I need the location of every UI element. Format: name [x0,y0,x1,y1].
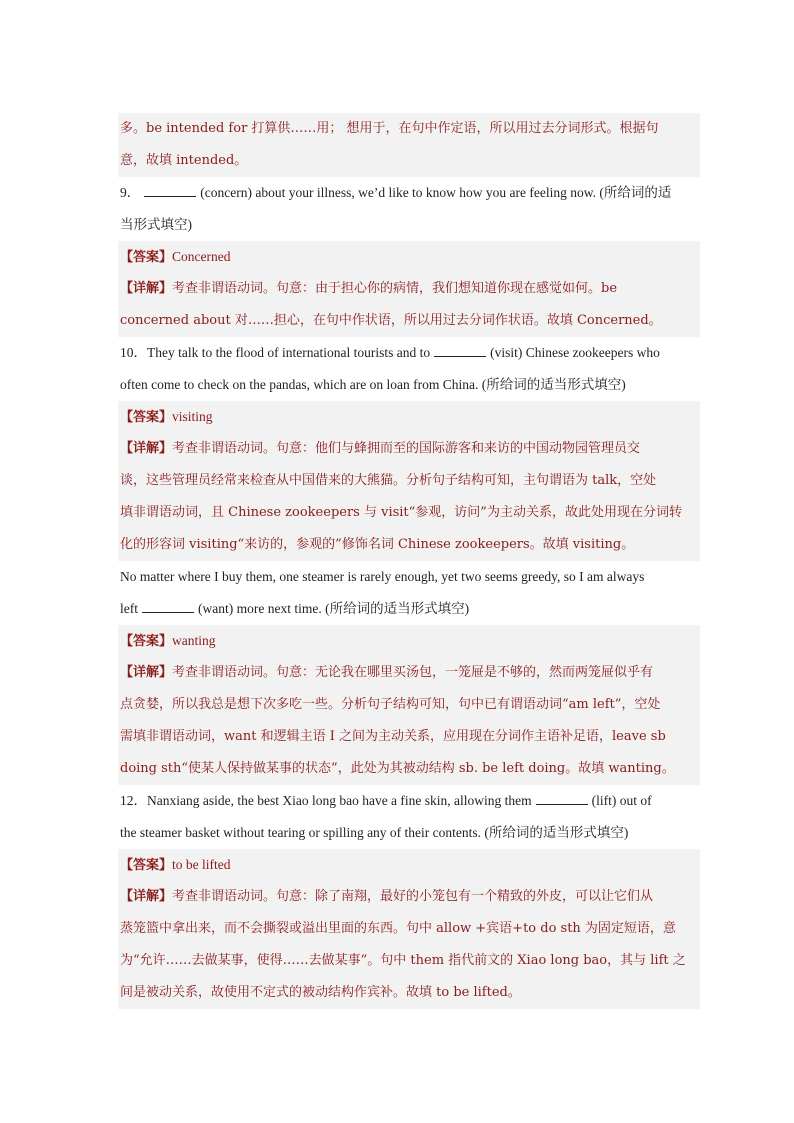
q9-solution [118,241,700,337]
prev-line-2: 意，故填 intended。 [120,153,248,168]
q10-solution [118,401,700,561]
q12-detail-3: 为“允许……去做某事，使得……去做某事”。句中 them 指代前文的 Xiao long bao，其与 lift 之 [120,953,686,968]
q9-line-2: 当形式填空) [120,217,192,232]
q11-detail-2: 点贪婪，所以我总是想下次多吃一些。分析句子结构可知，句中已有谓语动词“am left”，空处 [120,697,661,712]
q10-detail-4: 化的形容词 visiting“来访的，参观的”修饰名词 Chinese zookeepers。故填 visiting。 [120,537,635,552]
q11-detail-4: doing sth“使某人保持做某事的状态”，此处为其被动结构 sb. be left doing。故填 wanting。 [120,761,675,776]
q11-answer [118,625,700,657]
q11-solution [118,625,700,785]
q11-detail-text-1: 考查非谓语动词。句意：无论我在哪里买汤包，一笼屉是不够的，然而两笼屉似乎有 [172,665,654,680]
q12-text-before: Nanxiang aside, the best Xiao long bao have a fine skin, allowing them [147,793,532,808]
q11-blank [142,600,194,613]
q12-detail-2: 蒸笼篮中拿出来，而不会撕裂或溢出里面的东西。句中 allow +宾语+to do sth 为固定短语，意 [120,921,676,936]
q12-number: 12． [120,793,147,808]
q9-detail-text-1: 考查非谓语动词。句意：由于担心你的病情，我们想知道你现在感觉如何。be [172,281,618,296]
detail-label: 【详解】 [120,889,173,904]
document-page [118,113,700,1009]
detail-label: 【详解】 [120,665,173,680]
q10-detail-2: 谈，这些管理员经常来检查从中国借来的大熊猫。分析句子结构可知，主句谓语为 talk，空处 [120,473,657,488]
q11-line-2 [118,593,700,625]
detail-label: 【详解】 [120,281,173,296]
q12-detail-4: 间是被动关系，故使用不定式的被动结构作宾补。故填 to be lifted。 [120,985,521,1000]
q9-text-after: (concern) about your illness, we’d like to know how you are feeling now. (所给词的适 [200,185,672,200]
answer-label: 【答案】 [120,410,173,425]
q10-number: 10． [120,345,147,360]
q10-line-2: often come to check on the pandas, which are on loan from China. (所给词的适当形式填空) [120,377,626,392]
q12-answer-value: to be lifted [172,857,231,872]
q10-detail-3: 填非谓语动词，且 Chinese zookeepers 与 visit“参观，访问”为主动关系，故此处用现在分词转 [120,505,682,520]
q12-text-after: (lift) out of [591,793,652,808]
q11-text-before: left [120,601,138,616]
q9-answer-value: Concerned [172,249,231,264]
q9-detail-2: concerned about 对……担心，在句中作状语，所以用过去分词作状语。故填 Concerned。 [120,313,662,328]
q10-detail-1 [118,433,700,465]
q11-text-after: (want) more next time. (所给词的适当形式填空) [198,601,470,616]
q9-answer [118,241,700,273]
q12-line-2: the steamer basket without tearing or spilling any of their contents. (所给词的适当形式填空) [120,825,629,840]
q12-line-1 [118,785,700,817]
q9-line-1 [118,177,700,209]
q12-blank [536,792,588,805]
q12-detail-1 [118,881,700,913]
q10-answer-value: visiting [172,409,213,424]
q11-detail-1 [118,657,700,689]
q10-line-1 [118,337,700,369]
q10-answer [118,401,700,433]
q10-blank [434,344,486,357]
q12-solution [118,849,700,1009]
q10-detail-text-1: 考查非谓语动词。句意：他们与蜂拥而至的国际游客和来访的中国动物园管理员交 [172,441,641,456]
q11-detail-3: 需填非谓语动词，want 和逻辑主语 I 之间为主动关系，应用现在分词作主语补足语，leave sb [120,729,666,744]
answer-label: 【答案】 [120,858,173,873]
q9-blank [144,184,196,197]
q9-number: 9． [120,185,141,200]
q11-answer-value: wanting [172,633,216,648]
q10-text-before: They talk to the flood of international tourists and to [147,345,431,360]
answer-label: 【答案】 [120,250,173,265]
q10-text-after: (visit) Chinese zookeepers who [490,345,660,360]
q9-detail-1 [118,273,700,305]
prev-line-1: 多。be intended for 打算供……用； 想用于，在句中作定语，所以用过去分词形式。根据句 [120,121,659,136]
q12-detail-text-1: 考查非谓语动词。句意：除了南翔，最好的小笼包有一个精致的外皮，可以让它们从 [172,889,654,904]
prev-explanation [118,113,700,177]
q11-line-1: No matter where I buy them, one steamer is rarely enough, yet two seems greedy, so I am always [120,569,645,584]
answer-label: 【答案】 [120,634,173,649]
q12-answer [118,849,700,881]
detail-label: 【详解】 [120,441,173,456]
